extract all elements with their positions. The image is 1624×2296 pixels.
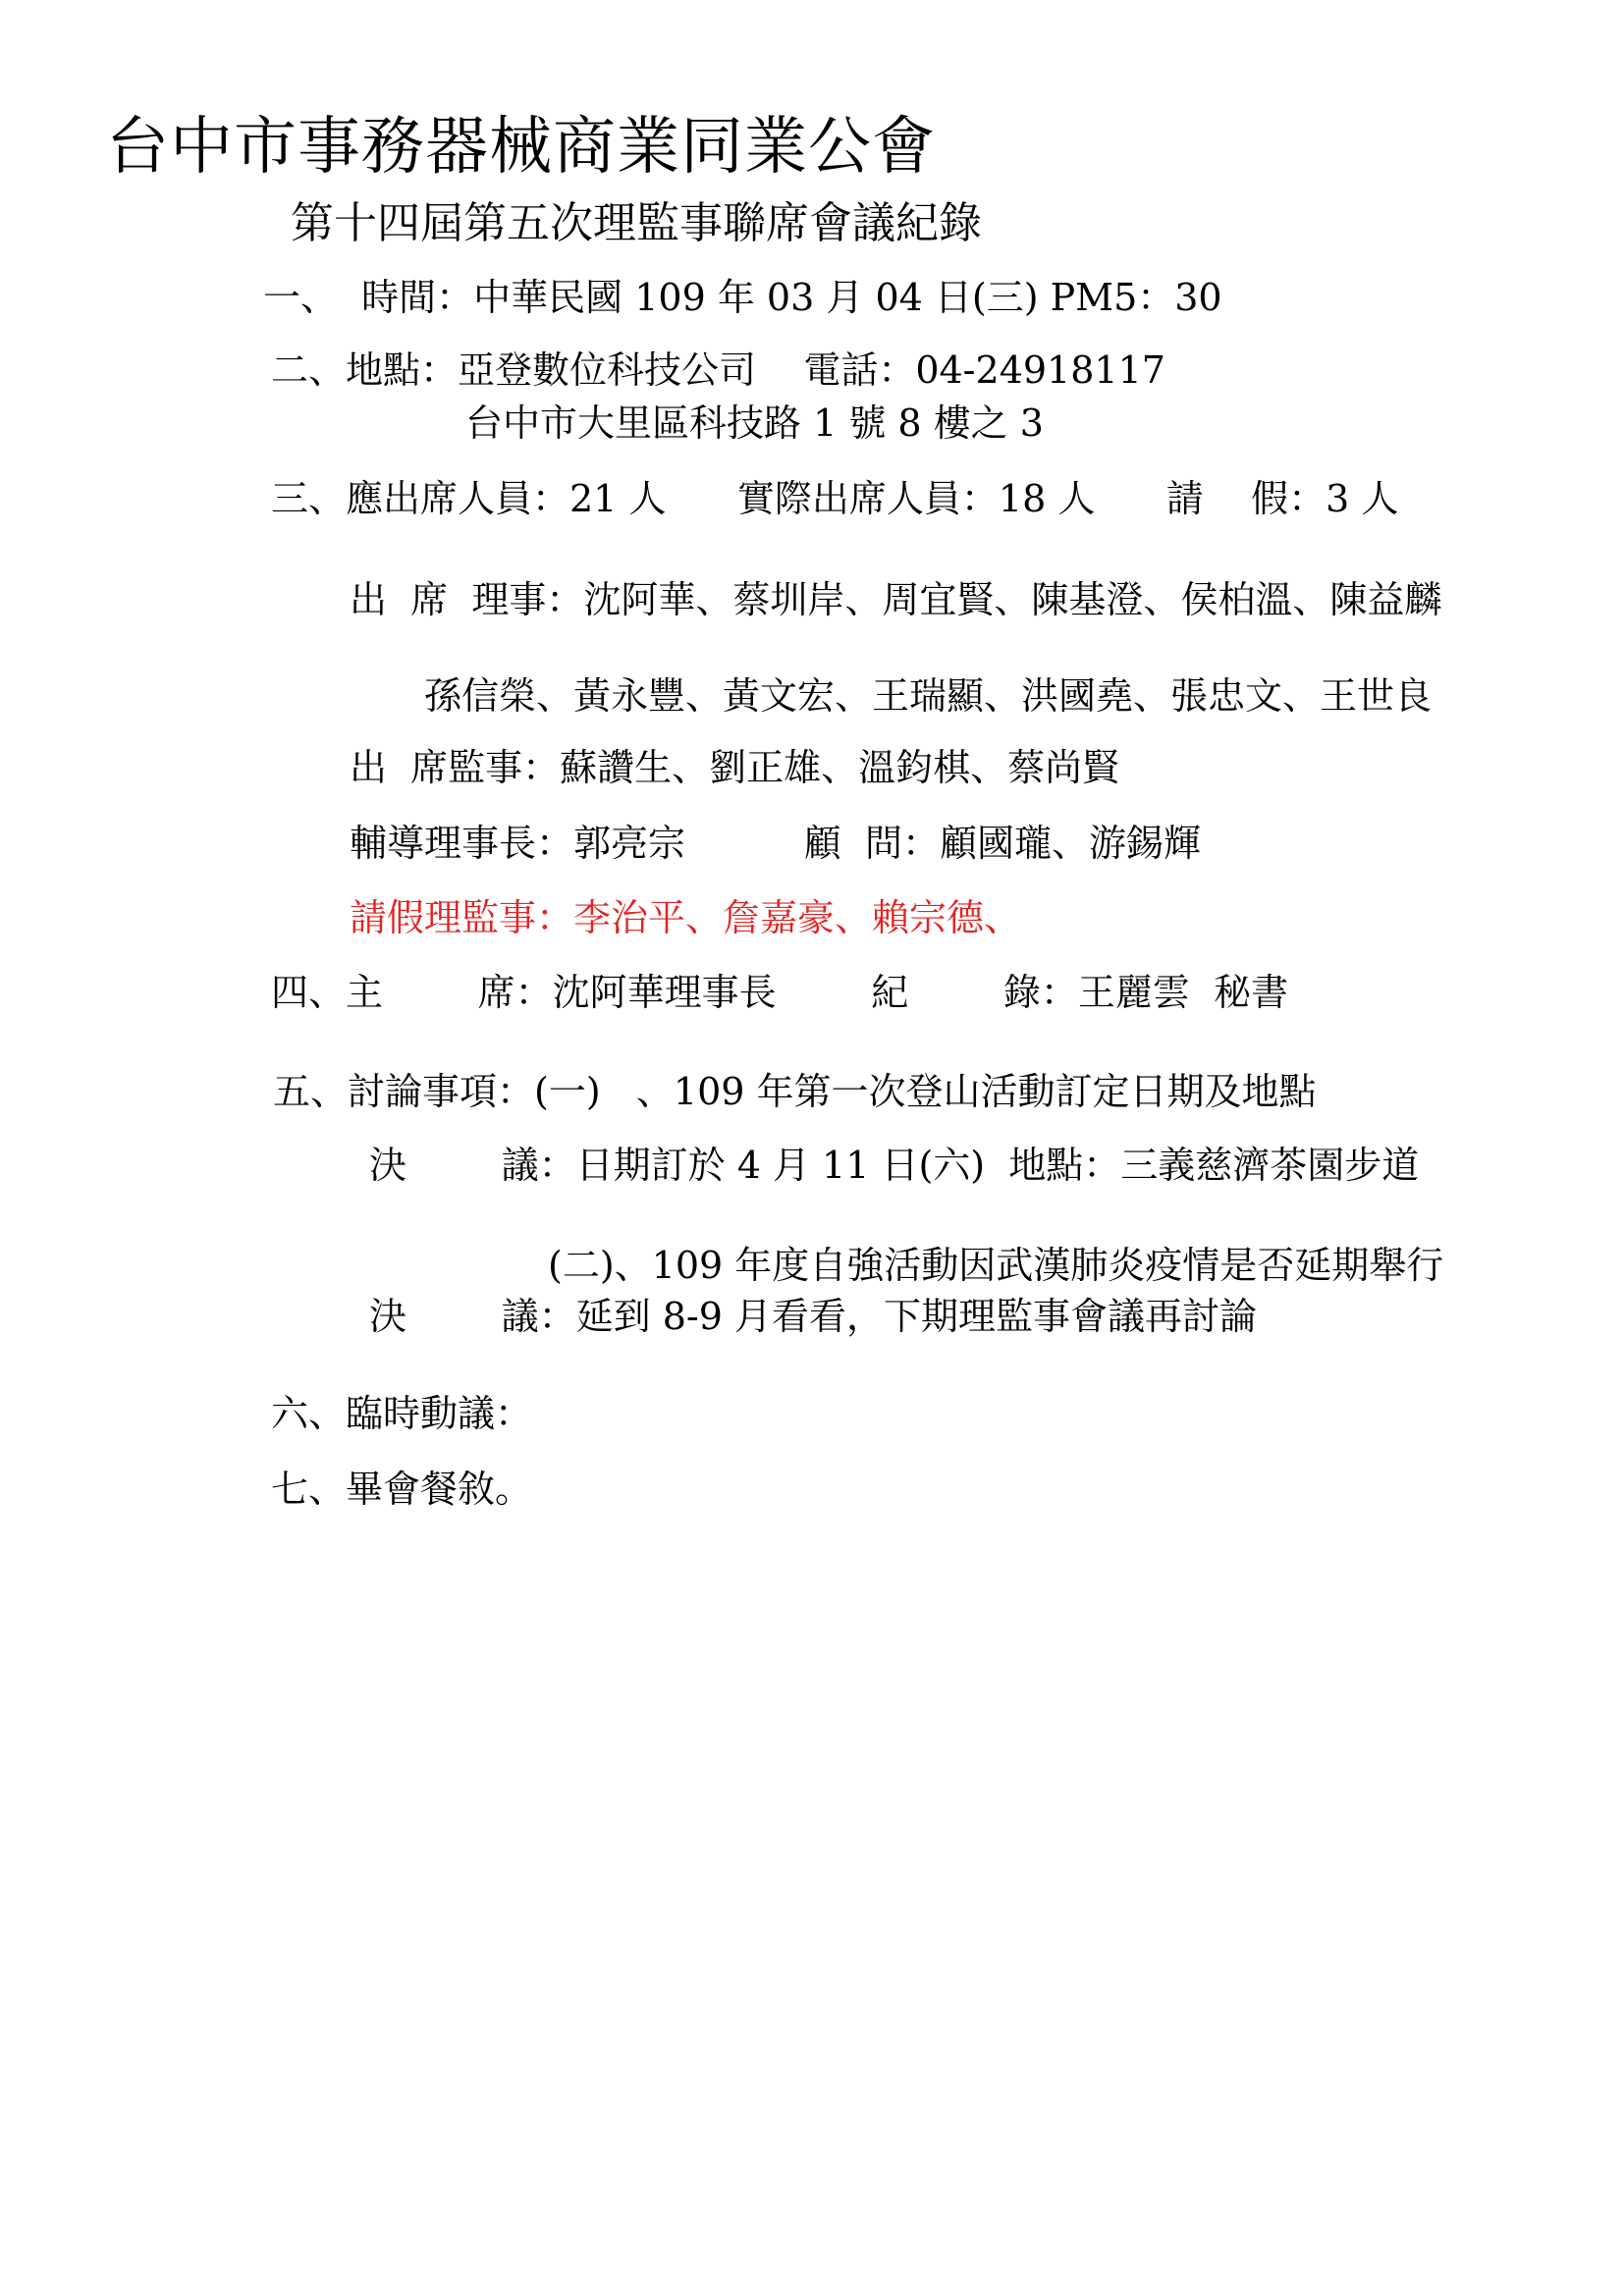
meeting-time: 一、 時間：中華民國 109 年 03 月 04 日(三) PM5：30	[263, 276, 1222, 319]
resolution-1: 決 議：日期訂於 4 月 11 日(六) 地點：三義慈濟茶園步道	[369, 1144, 1420, 1187]
extempore-motions: 六、臨時動議：	[271, 1392, 533, 1435]
leave-of-absence: 請假理監事：李治平、詹嘉豪、賴宗德、	[350, 896, 1022, 939]
organization-title: 台中市事務器械商業同業公會	[106, 111, 936, 184]
meeting-location: 二、地點：亞登數位科技公司 電話：04-24918117	[271, 348, 1165, 392]
attending-directors-line1: 出 席 理事：沈阿華、蔡圳岸、周宜賢、陳基澄、侯柏溫、陳益麟	[350, 578, 1442, 621]
attending-supervisors: 出 席監事：蘇讚生、劉正雄、溫鈞棋、蔡尚賢	[350, 746, 1120, 789]
closing-dinner: 七、畢會餐敘。	[271, 1468, 533, 1511]
discussion-item-1: 五、討論事項：(一) 、109 年第一次登山活動訂定日期及地點	[273, 1070, 1317, 1113]
meeting-address: 台中市大里區科技路 1 號 8 樓之 3	[465, 401, 1044, 445]
chair-and-recorder: 四、主 席：沈阿華理事長 紀 錄：王麗雲 秘書	[271, 971, 1289, 1014]
attendance-summary: 三、應出席人員：21 人 實際出席人員：18 人 請 假：3 人	[271, 477, 1399, 520]
discussion-item-2: (二)、109 年度自強活動因武漢肺炎疫情是否延期舉行	[548, 1244, 1444, 1287]
resolution-2: 決 議：延到 8-9 月看看，下期理監事會議再討論	[369, 1295, 1257, 1338]
meeting-minutes-title: 第十四屆第五次理監事聯席會議紀錄	[291, 198, 982, 248]
attending-directors-line2: 孫信榮、黃永豐、黃文宏、王瑞顯、洪國堯、張忠文、王世良	[424, 674, 1433, 718]
advisors-line: 輔導理事長：郭亮宗 顧 問：顧國瓏、游錫輝	[350, 822, 1201, 865]
